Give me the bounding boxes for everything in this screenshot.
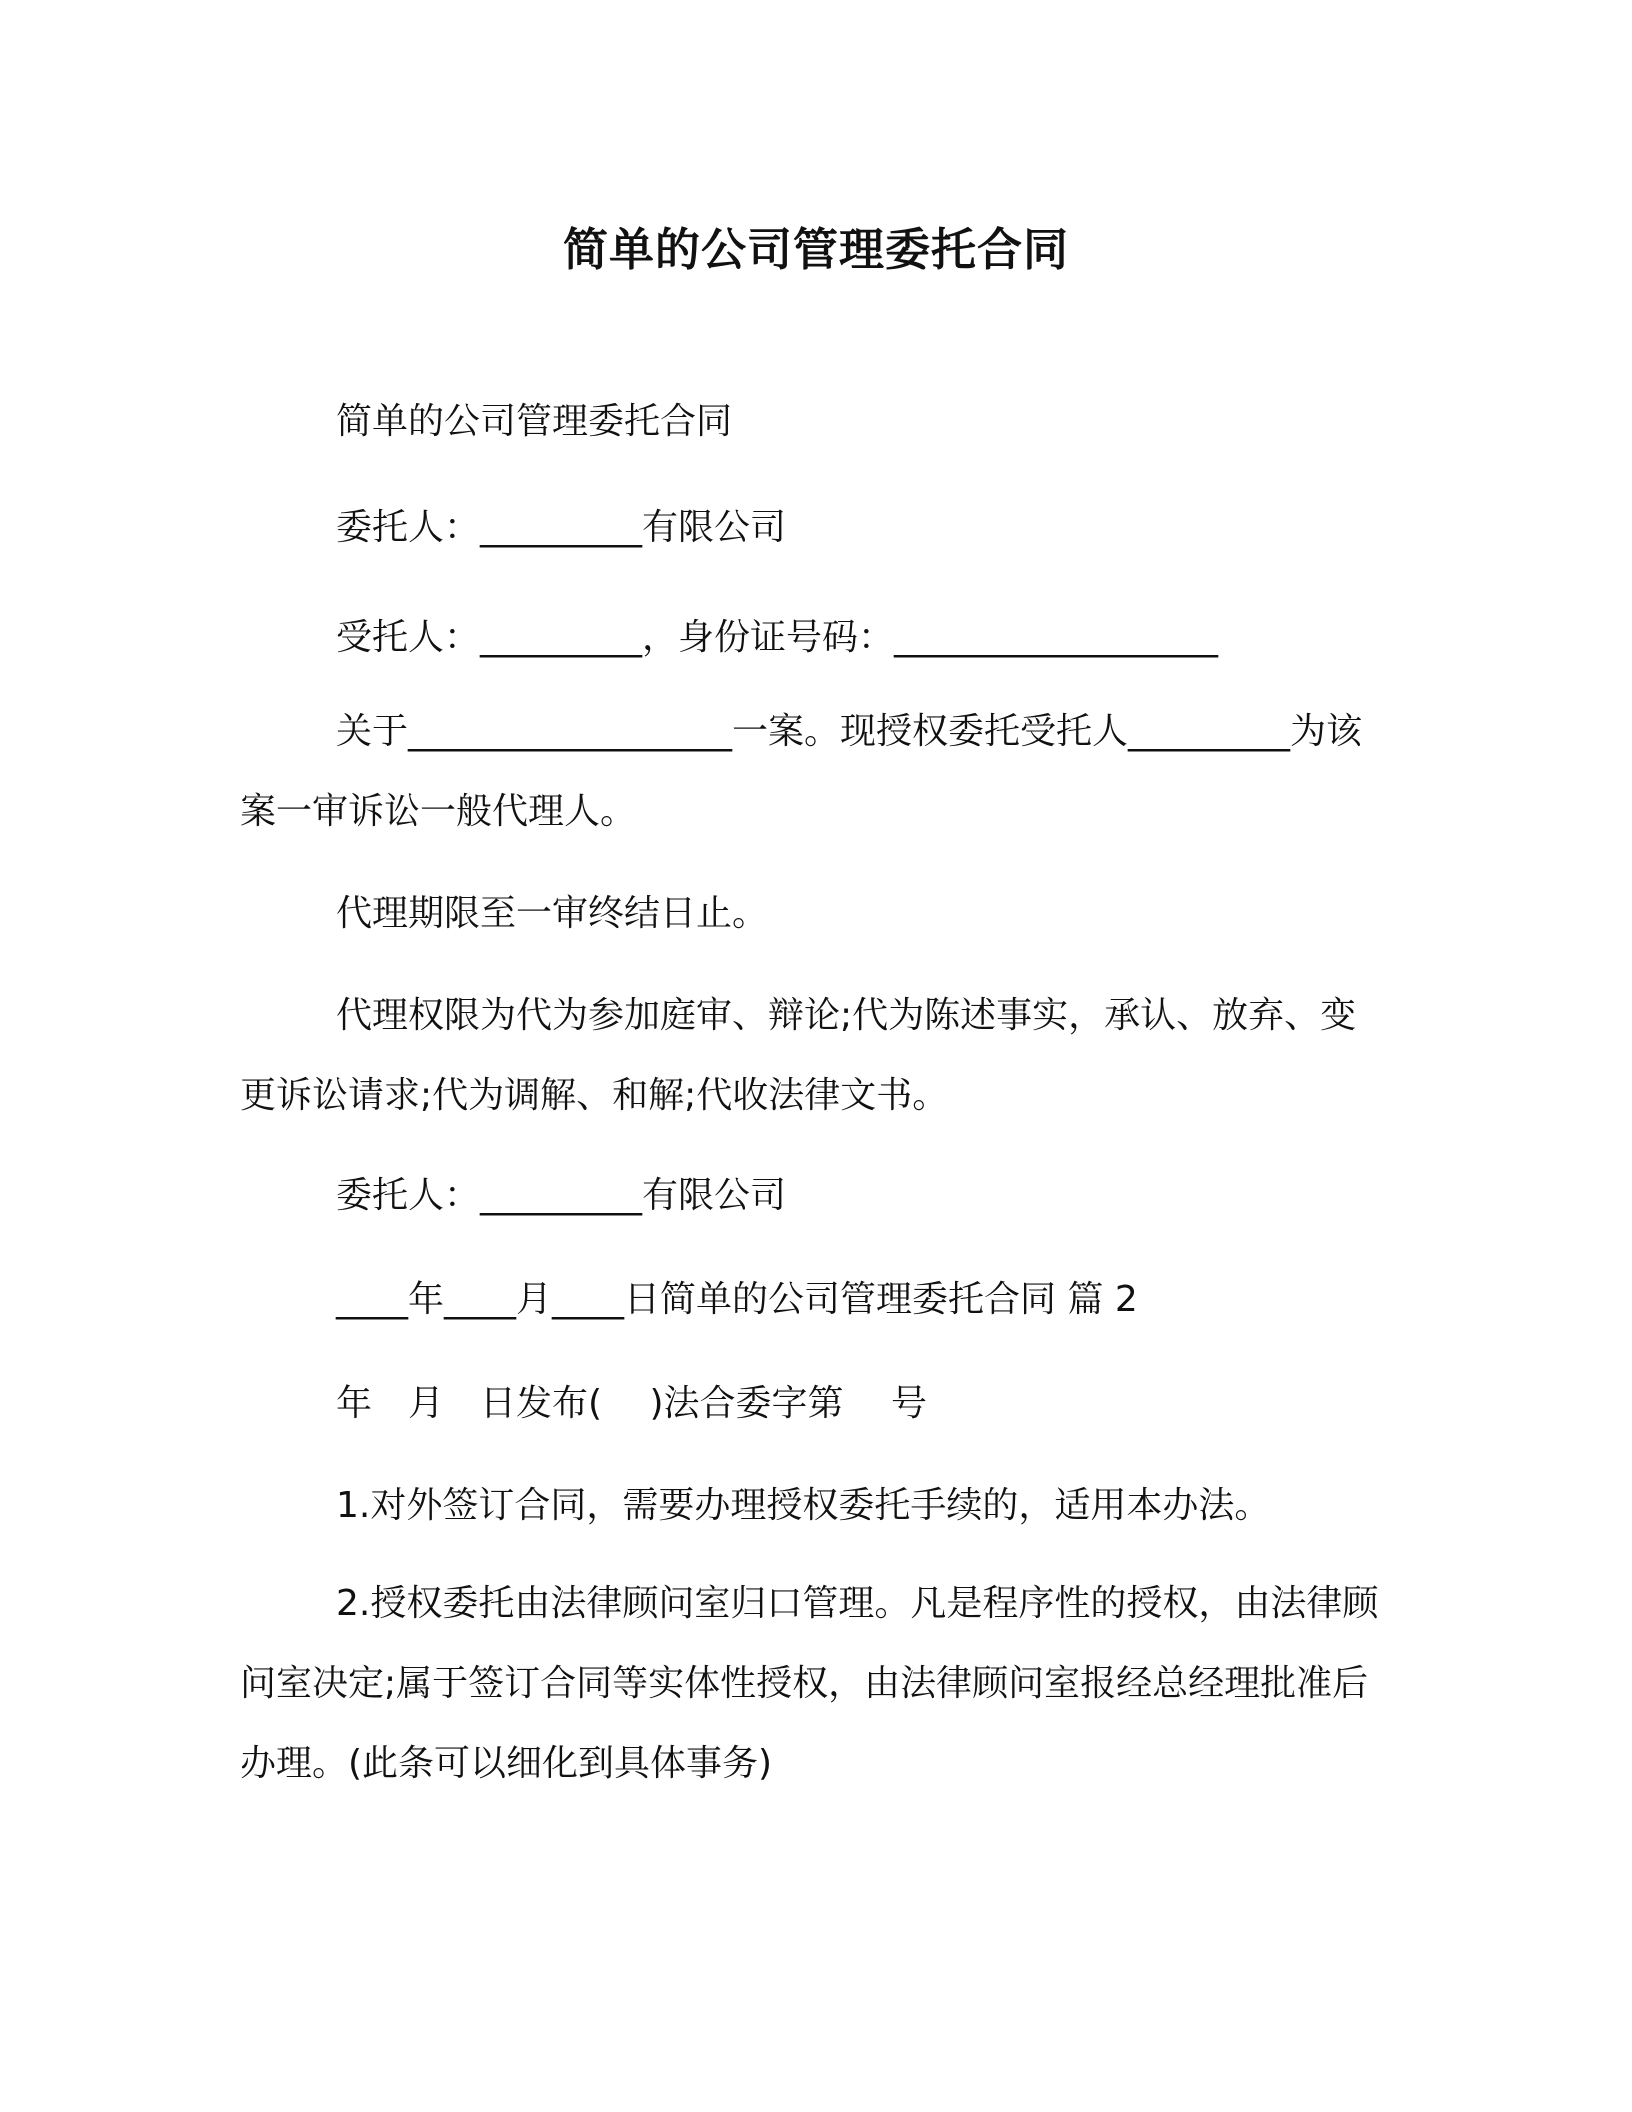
- paragraph-issue: 年 月 日发布( )法合委字第 号: [336, 1383, 927, 1424]
- paragraph-item-2: 2.授权委托由法律顾问室归口管理。凡是程序性的授权，由法律顾问室决定;属于签订合同等实体性授权，由法律顾问室报经总经理批准后办理。(此条可以细化到具体事务): [240, 1583, 1379, 1784]
- paragraph-item-1: 1.对外签订合同，需要办理授权委托手续的，适用本办法。: [336, 1485, 1271, 1526]
- paragraph-date: ____年____月____日简单的公司管理委托合同 篇 2: [336, 1279, 1138, 1320]
- paragraph-subtitle: 简单的公司管理委托合同: [336, 401, 733, 442]
- paragraph-authority: 代理权限为代为参加庭审、辩论;代为陈述事实，承认、放弃、变更诉讼请求;代为调解、和解;代收法律文书。: [240, 995, 1357, 1116]
- paragraph-principal: 委托人：_________有限公司: [336, 507, 787, 548]
- document-title: 简单的公司管理委托合同: [562, 223, 1069, 276]
- paragraph-term: 代理期限至一审终结日止。: [336, 893, 769, 934]
- paragraph-case: 关于__________________一案。现授权委托受托人_________为该案一审诉讼一般代理人。: [240, 711, 1363, 832]
- paragraph-principal-sign: 委托人：_________有限公司: [336, 1175, 787, 1216]
- paragraph-agent: 受托人：_________，身份证号码：__________________: [336, 617, 1219, 658]
